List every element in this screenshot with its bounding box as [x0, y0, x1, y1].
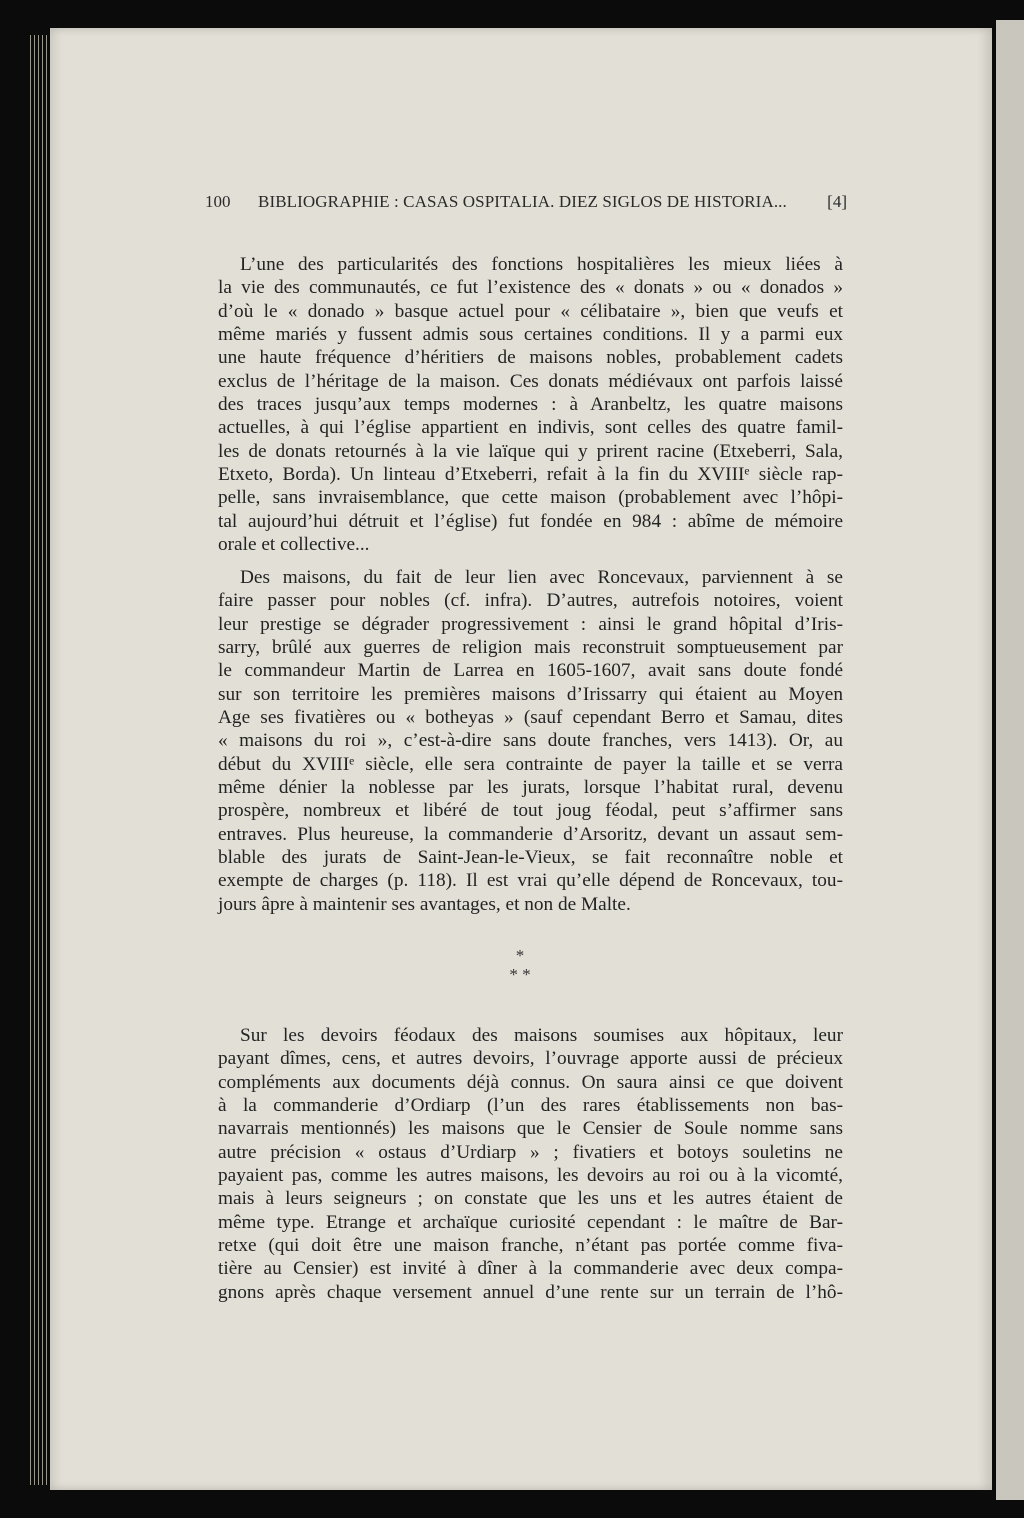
text-line: d’où le « donado » basque actuel pour « célibataire », bien que veufs et: [218, 300, 843, 322]
text-line: Etxeto, Borda). Un linteau d’Etxeberri, refait à la fin du XVIIIᵉ siècle rap-: [218, 464, 843, 486]
text-line: jours âpre à maintenir ses avantages, et non de Malte.: [218, 893, 631, 915]
facing-page-edge: [996, 20, 1024, 1500]
text-line: même dénier la noblesse par les jurats, lorsque l’habitat rural, devenu: [218, 777, 843, 799]
section-separator: [500, 946, 540, 984]
text-line: le commandeur Martin de Larrea en 1605-1607, avait sans doute fondé: [218, 660, 843, 682]
text-line: payaient pas, comme les autres maisons, les devoirs au roi ou à la vicomté,: [218, 1165, 843, 1187]
text-line: même type. Etrange et archaïque curiosité cependant : le maître de Bar-: [218, 1211, 843, 1233]
text-line: leur prestige se dégrader progressivement : ainsi le grand hôpital d’Iris-: [218, 613, 843, 635]
text-line: exclus de l’héritage de la maison. Ces donats médiévaux ont parfois laissé: [218, 370, 843, 392]
text-line: sur son territoire les premières maisons d’Irissarry qui étaient au Moyen: [218, 683, 843, 705]
separator-bottom-stars: * *: [509, 965, 531, 984]
text-line: une haute fréquence d’héritiers de maisons nobles, probablement cadets: [218, 347, 843, 369]
text-line: navarrais mentionnés) les maisons que le Censier de Soule nomme sans: [218, 1118, 843, 1140]
text-line: blable des jurats de Saint-Jean-le-Vieux, se fait reconnaître noble et: [218, 847, 843, 869]
text-line: orale et collective...: [218, 534, 370, 556]
paragraph-3: [218, 1024, 843, 1304]
text-line: exempte de charges (p. 118). Il est vrai qu’elle dépend de Roncevaux, tou-: [218, 870, 843, 892]
text-line: même mariés y fussent admis sous certaines conditions. Il y a parmi eux: [218, 324, 843, 346]
text-line: à la commanderie d’Ordiarp (l’un des rares établissements non bas-: [218, 1095, 843, 1117]
text-line: sarry, brûlé aux guerres de religion mais reconstruit somptueusement par: [218, 637, 843, 659]
text-line: payant dîmes, cens, et autres devoirs, l’ouvrage apporte aussi de précieux: [218, 1048, 843, 1070]
text-line: faire passer pour nobles (cf. infra). D’autres, autrefois notoires, voient: [218, 590, 843, 612]
text-line: actuelles, à qui l’église appartient en indivis, sont celles des quatre famil-: [218, 417, 843, 439]
separator-top-star: *: [515, 946, 525, 965]
running-header: [205, 192, 847, 212]
page-number: 100: [205, 192, 231, 211]
text-line: tière au Censier) est invité à dîner à la commanderie avec deux compa-: [218, 1258, 843, 1280]
running-title: BIBLIOGRAPHIE : CASAS OSPITALIA. DIEZ SIGLOS DE HISTORIA...: [258, 192, 787, 211]
text-line: « maisons du roi », c’est-à-dire sans doute franches, vers 1413). Or, au: [218, 730, 843, 752]
text-line: la vie des communautés, ce fut l’existence des « donats » ou « donados »: [218, 277, 843, 299]
text-line: autre précision « ostaus d’Urdiarp » ; fivatiers et botoys souletins ne: [218, 1141, 843, 1163]
paragraph-2: [218, 566, 843, 916]
text-line: L’une des particularités des fonctions hospitalières les mieux liées à: [240, 254, 843, 275]
text-line: les de donats retournés à la vie laïque qui y prirent racine (Etxeberri, Sala,: [218, 440, 843, 462]
text-line: Age ses fivatières ou « botheyas » (sauf cependant Berro et Samau, dites: [218, 707, 843, 729]
text-line: prospère, nombreux et libéré de tout joug féodal, peut s’affirmer sans: [218, 800, 843, 822]
text-line: Des maisons, du fait de leur lien avec Roncevaux, parviennent à se: [240, 567, 843, 588]
text-line: mais à leurs seigneurs ; on constate que les uns et les autres étaient de: [218, 1188, 843, 1210]
text-line: des traces jusqu’aux temps modernes : à Aranbeltz, les quatre maisons: [218, 394, 843, 416]
section-number: [4]: [827, 192, 847, 211]
text-line: entraves. Plus heureuse, la commanderie d’Arsoritz, devant un assaut sem-: [218, 823, 843, 845]
paragraph-1: [218, 253, 843, 556]
text-line: retxe (qui doit être une maison franche, n’étant pas portée comme fiva-: [218, 1235, 843, 1257]
text-line: gnons après chaque versement annuel d’une rente sur un terrain de l’hô-: [218, 1281, 843, 1303]
text-line: pelle, sans invraisemblance, que cette maison (probablement avec l’hôpi-: [218, 487, 843, 509]
text-line: tal aujourd’hui détruit et l’église) fut fondée en 984 : abîme de mémoire: [218, 510, 843, 532]
text-line: compléments aux documents déjà connus. On saura ainsi ce que doivent: [218, 1071, 843, 1093]
text-line: Sur les devoirs féodaux des maisons soumises aux hôpitaux, leur: [240, 1025, 843, 1046]
text-line: début du XVIIIᵉ siècle, elle sera contrainte de payer la taille et se verra: [218, 753, 843, 775]
